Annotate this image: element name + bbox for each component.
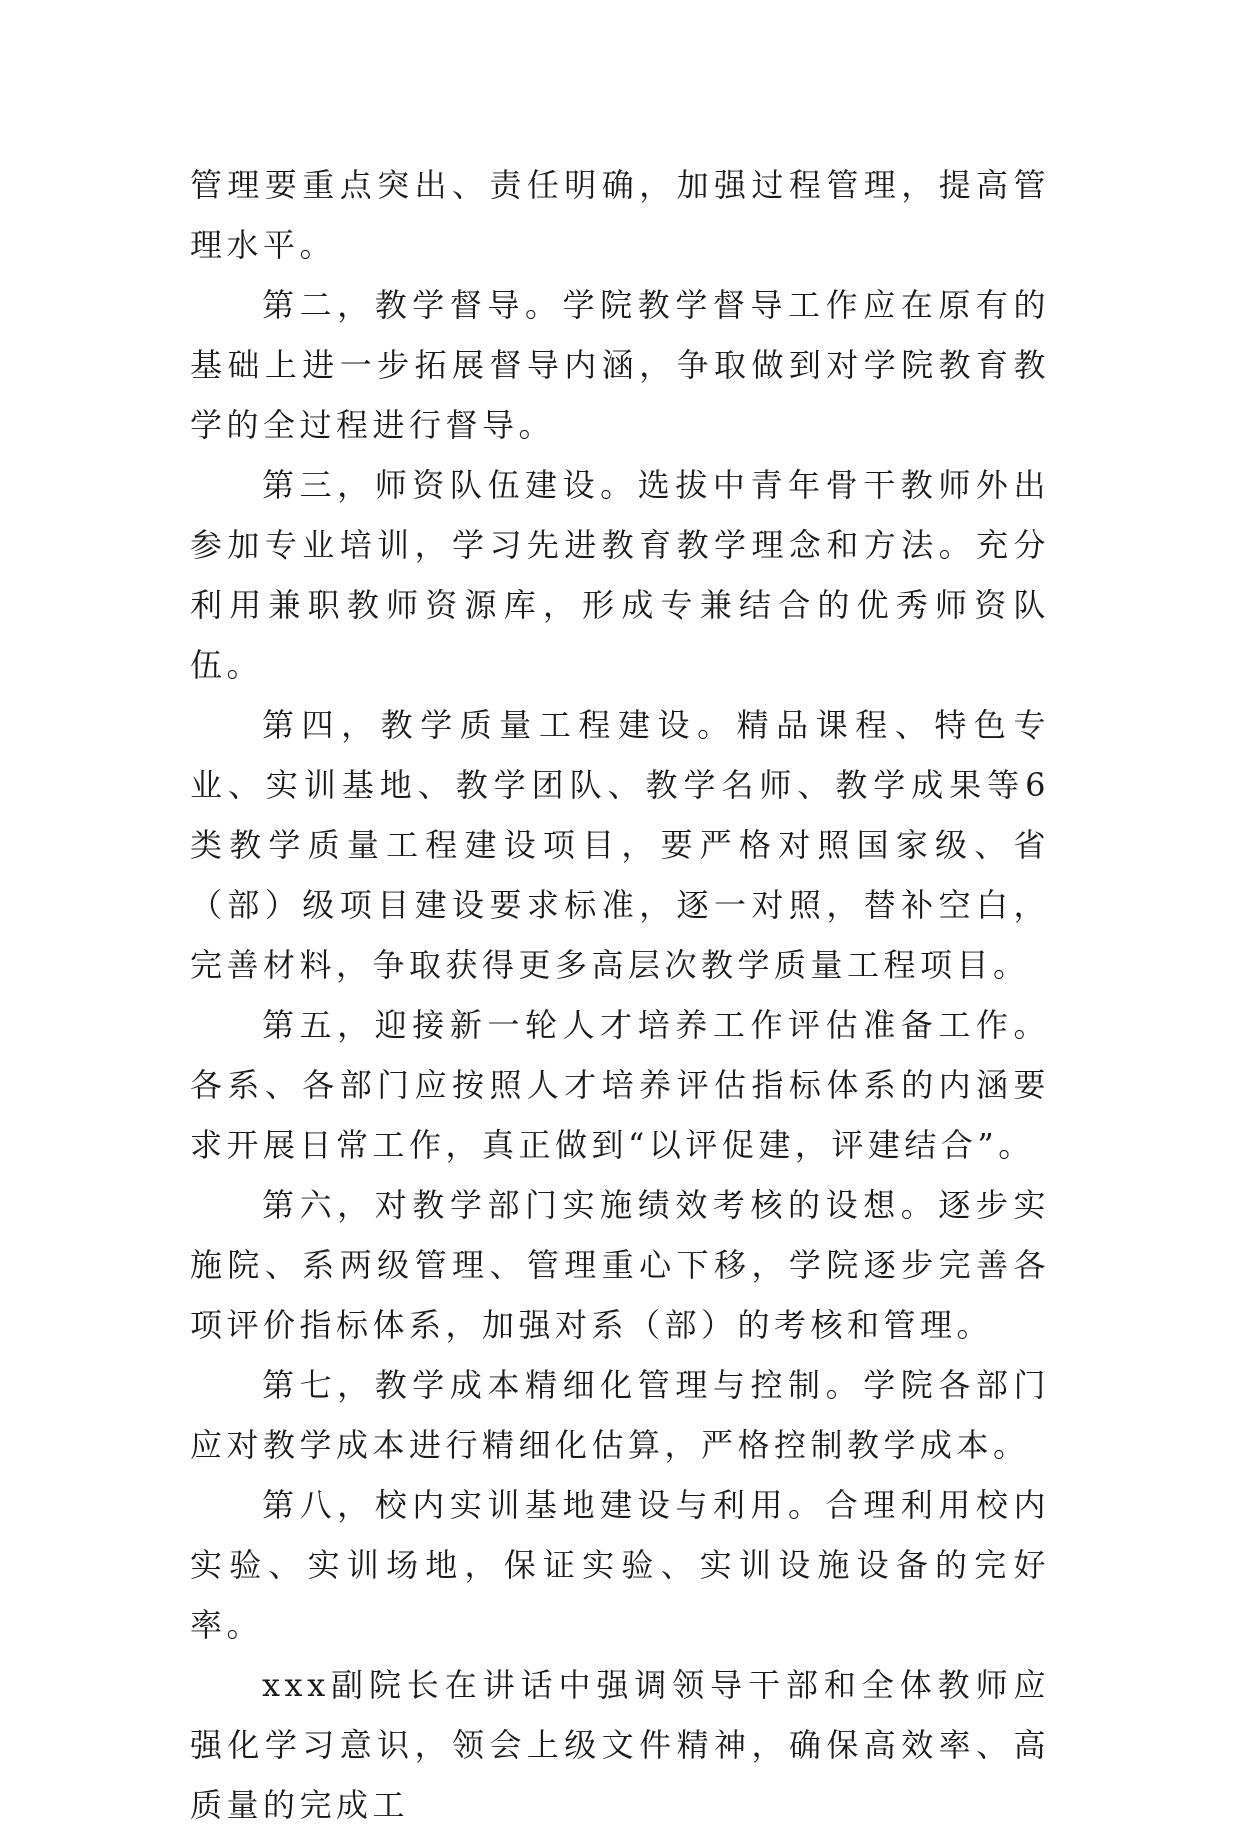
paragraph-continuation: 管理要重点突出、责任明确，加强过程管理，提高管理水平。 xyxy=(190,166,1050,264)
document-body xyxy=(190,155,1050,1835)
paragraph-faculty-building: 第三，师资队伍建设。选拔中青年骨干教师外出参加专业培训，学习先进教育教学理念和方法。充分利用兼职教师资源库，形成专兼结合的优秀师资队伍。 xyxy=(190,466,1050,684)
paragraph-quality-project: 第四，教学质量工程建设。精品课程、特色专业、实训基地、教学团队、教学名师、教学成果等6类教学质量工程建设项目，要严格对照国家级、省（部）级项目建设要求标准，逐一对照，替补空白，完善材料，争取获得更多高层次教学质量工程项目。 xyxy=(190,706,1050,984)
paragraph-performance-assessment: 第六，对教学部门实施绩效考核的设想。逐步实施院、系两级管理、管理重心下移，学院逐步完善各项评价指标体系，加强对系（部）的考核和管理。 xyxy=(190,1186,1050,1344)
paragraph-vice-president-speech: xxx副院长在讲话中强调领导干部和全体教师应强化学习意识，领会上级文件精神，确保高效率、高质量的完成工 xyxy=(190,1666,1050,1824)
paragraph-teaching-supervision: 第二，教学督导。学院教学督导工作应在原有的基础上进一步拓展督导内涵，争取做到对学院教育教学的全过程进行督导。 xyxy=(190,286,1050,444)
paragraph-evaluation-prep: 第五，迎接新一轮人才培养工作评估准备工作。各系、各部门应按照人才培养评估指标体系的内涵要求开展日常工作，真正做到“以评促建，评建结合”。 xyxy=(190,1006,1050,1164)
paragraph-training-base: 第八，校内实训基地建设与利用。合理利用校内实验、实训场地，保证实验、实训设施设备的完好率。 xyxy=(190,1486,1050,1644)
paragraph-cost-control: 第七，教学成本精细化管理与控制。学院各部门应对教学成本进行精细化估算，严格控制教学成本。 xyxy=(190,1366,1050,1464)
